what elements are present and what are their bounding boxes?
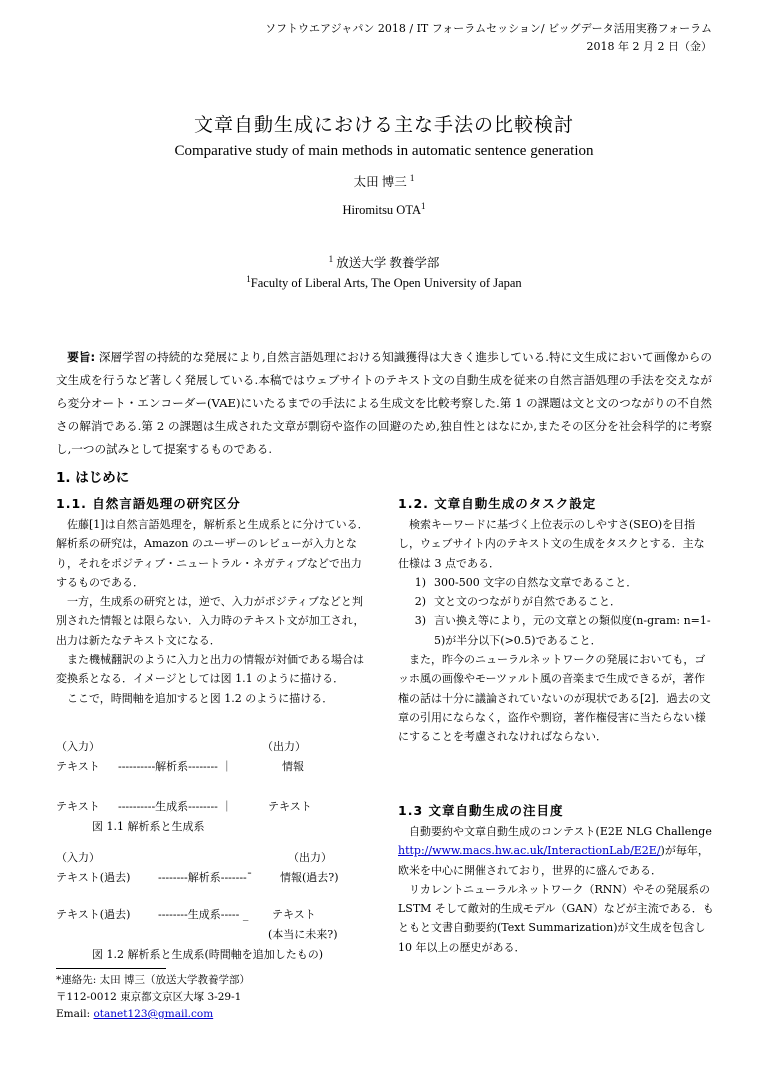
- abstract-label: 要旨:: [67, 350, 96, 364]
- affiliation-ja: [0, 253, 768, 271]
- fig1-row1-output: 情報: [282, 760, 304, 773]
- author-name-ja: [0, 172, 768, 190]
- fig1-caption: 図 1.1 解析系と生成系: [92, 820, 205, 833]
- author-name-en: [0, 201, 768, 218]
- footnote-address: 〒112-0012 東京都文京区大塚 3-29-1: [56, 991, 242, 1003]
- paragraph: また機械翻訳のように入力と出力の情報が対価である場合は変換系となる．イメージとしては図 1.1 のように描ける．: [56, 653, 364, 686]
- email-link[interactable]: otanet123@gmail.com: [93, 1008, 214, 1020]
- footnote-rule: [56, 968, 166, 969]
- section-1-1-heading: 1.1. 自然言語処理の研究区分: [56, 496, 241, 511]
- aff-en-sup: 1: [246, 274, 251, 284]
- section-1-2-heading: 1.2. 文章自動生成のタスク設定: [398, 496, 597, 511]
- paragraph: [398, 822, 714, 880]
- list-text: 300-500 文字の自然な文章であること．: [434, 575, 638, 589]
- title-japanese: 文章自動生成における主な手法の比較検討: [193, 114, 574, 136]
- e2e-challenge-link[interactable]: http://www.macs.hw.ac.uk/InteractionLab/E2E/: [398, 844, 661, 858]
- footnote-contact: *連絡先: 太田 博三（放送大学教養学部）: [56, 974, 250, 986]
- abstract-text: 深層学習の持続的な発展により,自然言語処理における知識獲得は大きく進歩している.特に文生成において画像からの文生成を行うなど著しく発展している.本稿ではウェブサイトのテキスト文の自動生成を従来の自然言語処理の手法を交えながら変分オート・エンコーダー(VAE)にいたるまでの手法による生成文を比較考察した.第 1 の課題は文と文のつながりの不自然さの解消である.第 2 の課題は生成された文章が剽窃や盗作の回避のため,独自性とはなにか,またその区分を社会科学的に考察し,一つの試みとして提案するものである.: [56, 350, 713, 456]
- fig1-row1-arrow: ----------解析系-------- ｜: [118, 760, 233, 773]
- footnote: [56, 972, 376, 1023]
- affiliation-en: [0, 274, 768, 291]
- list-number: 3 ): [398, 611, 434, 650]
- author-en-sup: 1: [421, 201, 426, 211]
- paragraph: 佐藤[1]は自然言語処理を，解析系と生成系とに分けている．解析系の研究は，Amazon のユーザーのレビューが入力となり，それをポジティブ・ニュートラル・ネガティブなどで出力するものである．: [56, 518, 369, 589]
- affiliation-en-text: Faculty of Liberal Arts, The Open University of Japan: [250, 276, 522, 291]
- section-1-heading: 1. はじめに: [56, 470, 130, 486]
- fig2-row2-arrow: --------生成系----- _: [158, 908, 249, 921]
- fig2-row1-arrow: --------解析系-------¯: [158, 871, 253, 884]
- fig2-input-label: （入力）: [56, 851, 100, 864]
- abstract: [56, 346, 712, 461]
- fig1-output-label: （出力）: [262, 740, 306, 753]
- author-name-ja-text: 太田 博三: [353, 175, 407, 189]
- paragraph: ここで，時間軸を追加すると図 1.2 のように描ける．: [67, 691, 334, 705]
- conference-date: 2018 年 2 月 2 日（金）: [586, 40, 712, 53]
- figure-1-2: [56, 848, 376, 965]
- author-ja-sup: 1: [409, 172, 415, 183]
- list-text: 文と文のつながりが自然であること．: [434, 595, 621, 609]
- fig1-row2-arrow: ----------生成系-------- ｜: [118, 800, 233, 813]
- fig2-row2-input: テキスト(過去): [56, 908, 131, 921]
- list-number: 1 ): [398, 573, 434, 592]
- fig2-row1-output: 情報(過去?): [280, 871, 339, 884]
- list-text: 言い換え等により，元の文章との類似度(n-gram: n=1-5)が半分以下(>0.5)であること．: [434, 614, 711, 647]
- list-item: [398, 611, 714, 650]
- right-column-body-2: [398, 822, 714, 957]
- footnote-email: [56, 1006, 376, 1023]
- fig1-row2-output: テキスト: [268, 800, 312, 813]
- aff-ja-sup: 1: [328, 253, 334, 264]
- figure-1-1: [56, 737, 376, 837]
- list-number: 2 ): [398, 592, 434, 611]
- fig2-row1-input: テキスト(過去): [56, 871, 131, 884]
- list-item: [398, 592, 714, 611]
- fig2-output-label: （出力）: [288, 851, 332, 864]
- fig1-row1-input: テキスト: [56, 760, 100, 773]
- right-column-body-1: [398, 515, 714, 747]
- list-item: [398, 573, 714, 592]
- fig1-row2-input: テキスト: [56, 800, 100, 813]
- paragraph-text: 自動要約や文章自動生成のコンテスト(E2E NLG Challenge: [409, 825, 712, 838]
- left-column-body: [56, 515, 370, 708]
- paragraph-text: )が毎年，欧米を中心に開催されており，世界的に盛んである．: [398, 844, 709, 877]
- author-name-en-text: Hiromitsu OTA: [342, 203, 421, 218]
- fig1-input-label: （入力）: [56, 740, 100, 753]
- paragraph: また，昨今のニューラルネットワークの発展においても，ゴッホ風の画像やモーツァルト風の音楽まで生成できるが，著作権の話は十分に議論されていないのが現状である[2]．過去の文章の引用にならなく，盗作や剽窃，著作権侵害に当たらない様にすることを考慮されなければならない．: [398, 653, 711, 744]
- fig2-row2-note: (本当に未来?): [268, 928, 338, 941]
- fig2-row2-output: テキスト: [272, 908, 316, 921]
- section-1-3-heading: 1.3 文章自動生成の注目度: [398, 803, 564, 818]
- paragraph: 検索キーワードに基づく上位表示のしやすさ(SEO)を目指し，ウェブサイト内のテキスト文の生成をタスクとする．主な仕様は 3 点である．: [398, 518, 705, 570]
- fig2-caption: 図 1.2 解析系と生成系(時間軸を追加したもの): [92, 948, 324, 961]
- conference-header: ソフトウエアジャパン 2018 / IT フォーラムセッション/ ビッグデータ活用実務フォーラム: [265, 22, 712, 35]
- title-english: Comparative study of main methods in automatic sentence generation: [174, 143, 594, 159]
- paragraph: リカレントニューラルネットワーク（RNN）やその発展系の LSTM そして敵対的生成モデル（GAN）などが主流である．もともと文書自動要約(Text Summarization)が文生成を包含し 10 年以上の歴史がある．: [398, 882, 714, 954]
- paragraph: 一方，生成系の研究とは，逆で、入力がポジティブなどと判別された情報とは限らない．入力時のテキスト文が加工され，出力は新たなテキスト文になる．: [56, 595, 365, 647]
- footnote-email-label: Email:: [56, 1008, 94, 1020]
- affiliation-ja-text: 放送大学 教養学部: [336, 256, 440, 270]
